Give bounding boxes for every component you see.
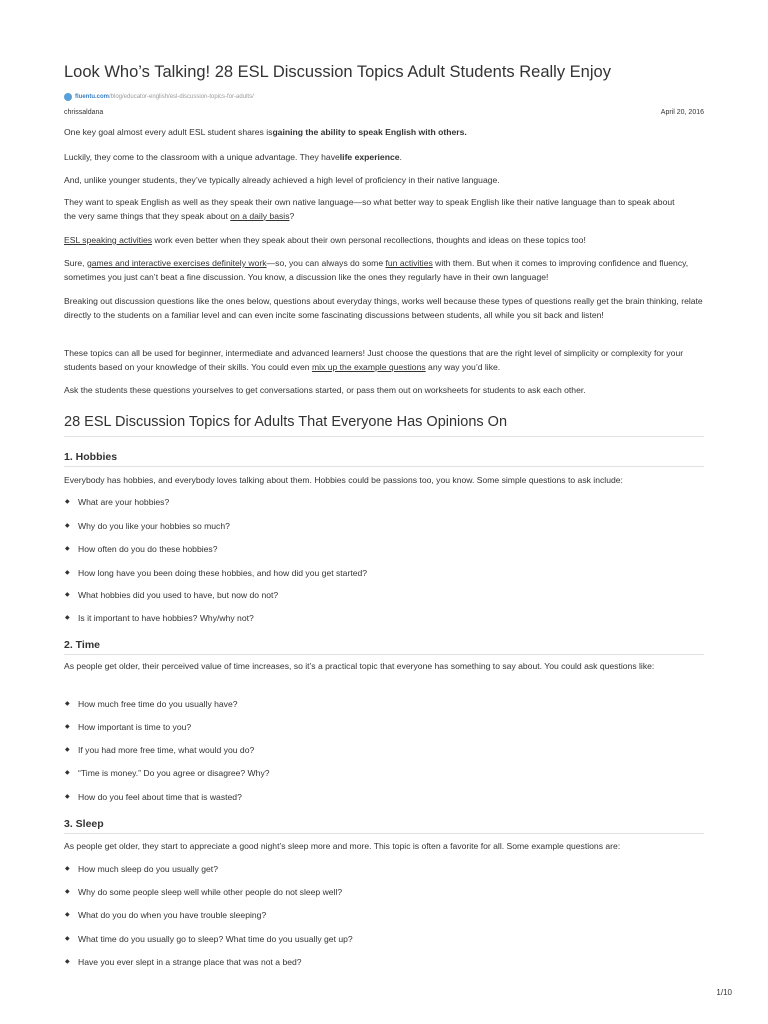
link-mix-up-questions[interactable]: mix up the example questions	[311, 361, 426, 372]
list-item: ◆ Have you ever slept in a strange place that was not a bed?	[65, 957, 302, 967]
bullet-diamond-icon: ◆	[65, 866, 70, 872]
page-number: 1/10	[716, 988, 732, 997]
list-item: ◆ How long have you been doing these hobbies, and how did you get started?	[65, 568, 368, 578]
topic-heading-time: 2. Time	[64, 639, 704, 655]
list-item: ◆ What time do you usually go to sleep? What time do you usually get up?	[65, 934, 353, 944]
source-path: /blog/educator-english/esl-discussion-topics-for-adults/	[109, 94, 254, 100]
list-item: ◆ Why do you like your hobbies so much?	[65, 521, 230, 531]
list-item: ◆ How do you feel about time that is wasted?	[65, 792, 242, 802]
list-item: ◆ How important is time to you?	[65, 722, 192, 732]
bullet-diamond-icon: ◆	[65, 592, 70, 598]
fluentu-logo-icon	[64, 93, 72, 101]
intro-paragraph-8: These topics can all be used for beginner, intermediate and advanced learners! Just choose the questions that are the right level of simplicity or complexity for your students based on your knowledge of their skills. You could even mix up the example questions any way you’d like.	[64, 348, 684, 372]
topic-intro-sleep: As people get older, they start to appreciate a good night’s sleep more and more. This topic is often a favorite for all. Some example questions are:	[64, 841, 621, 851]
list-item: ◆ What do you do when you have trouble sleeping?	[65, 910, 267, 920]
intro-paragraph-3: And, unlike younger students, they’ve typically already achieved a high level of proficiency in their native language.	[64, 175, 500, 185]
source-host: fluentu.com	[75, 94, 109, 100]
article-title: Look Who’s Talking! 28 ESL Discussion Topics Adult Students Really Enjoy	[64, 63, 611, 81]
list-item: ◆ If you had more free time, what would you do?	[65, 745, 255, 755]
list-item: ◆ How much sleep do you usually get?	[65, 864, 218, 874]
link-games-and-exercises[interactable]: games and interactive exercises definitely work	[86, 258, 267, 268]
bullet-diamond-icon: ◆	[65, 794, 70, 800]
bullet-diamond-icon: ◆	[65, 546, 70, 552]
intro-paragraph-7: Breaking out discussion questions like the ones below, questions about everyday things, works well because these types of questions really get the brain thinking, relate directly to the students on a familiar level and can even incite some fascinating discussions between students, all while you sit back and listen!	[64, 296, 703, 320]
bullet-diamond-icon: ◆	[65, 570, 70, 576]
link-on-a-daily-basis[interactable]: on a daily basis	[230, 210, 290, 221]
list-item: ◆ How often do you do these hobbies?	[65, 544, 218, 554]
intro-paragraph-2: Luckily, they come to the classroom with a unique advantage. They havelife experience.	[64, 152, 402, 162]
bullet-diamond-icon: ◆	[65, 912, 70, 918]
section-title: 28 ESL Discussion Topics for Adults That Everyone Has Opinions On	[64, 414, 508, 430]
bullet-diamond-icon: ◆	[65, 936, 70, 942]
list-item: ◆ What are your hobbies?	[65, 497, 170, 507]
source-url[interactable]	[64, 93, 254, 101]
link-fun-activities[interactable]: fun activities	[385, 258, 433, 268]
author-name: chrissaldana	[64, 109, 104, 116]
bullet-diamond-icon: ◆	[65, 701, 70, 707]
link-esl-speaking-activities[interactable]: ESL speaking activities	[64, 235, 153, 245]
bullet-diamond-icon: ◆	[65, 523, 70, 529]
bullet-diamond-icon: ◆	[65, 747, 70, 753]
bullet-diamond-icon: ◆	[65, 615, 70, 621]
bullet-diamond-icon: ◆	[65, 499, 70, 505]
list-item: ◆ How much free time do you usually have?	[65, 699, 238, 709]
topic-intro-time: As people get older, their perceived value of time increases, so it’s a practical topic that everyone has something to say about. You could ask questions like:	[64, 661, 655, 671]
bullet-diamond-icon: ◆	[65, 770, 70, 776]
intro-paragraph-9: Ask the students these questions yourselves to get conversations started, or pass them out on worksheets for students to ask each other.	[64, 385, 586, 395]
intro-paragraph-1: One key goal almost every adult ESL student shares isgaining the ability to speak English with others.	[64, 127, 467, 137]
publish-date: April 20, 2016	[660, 109, 704, 116]
article-meta	[64, 109, 704, 116]
intro-paragraph-4: They want to speak English as well as they speak their own native language—so what better way to speak English like their native language than to speak about the very same things that they speak about on a daily basis?	[64, 197, 675, 221]
list-item: ◆ What hobbies did you used to have, but now do not?	[65, 590, 279, 600]
list-item: ◆ Why do some people sleep well while other people do not sleep well?	[65, 887, 343, 897]
bullet-diamond-icon: ◆	[65, 889, 70, 895]
topic-heading-hobbies: 1. Hobbies	[64, 451, 704, 467]
section-heading	[64, 414, 704, 437]
bullet-diamond-icon: ◆	[65, 959, 70, 965]
topic-intro-hobbies: Everybody has hobbies, and everybody loves talking about them. Hobbies could be passions too, you know. Some simple questions to ask include:	[64, 475, 623, 485]
list-item: ◆ “Time is money.” Do you agree or disagree? Why?	[65, 768, 270, 778]
bullet-diamond-icon: ◆	[65, 724, 70, 730]
list-item: ◆ Is it important to have hobbies? Why/why not?	[65, 613, 254, 623]
intro-paragraph-5: ESL speaking activities work even better when they speak about their own personal recollections, thoughts and ideas on these topics too!	[64, 235, 586, 245]
topic-heading-sleep: 3. Sleep	[64, 818, 704, 834]
intro-paragraph-6: Sure, games and interactive exercises definitely work—so, you can always do some fun activities with them. But when it comes to improving confidence and fluency, sometimes you just can’t beat a fine discussion. You know, a discussion like the ones they regularly have in their own language!	[64, 258, 689, 282]
